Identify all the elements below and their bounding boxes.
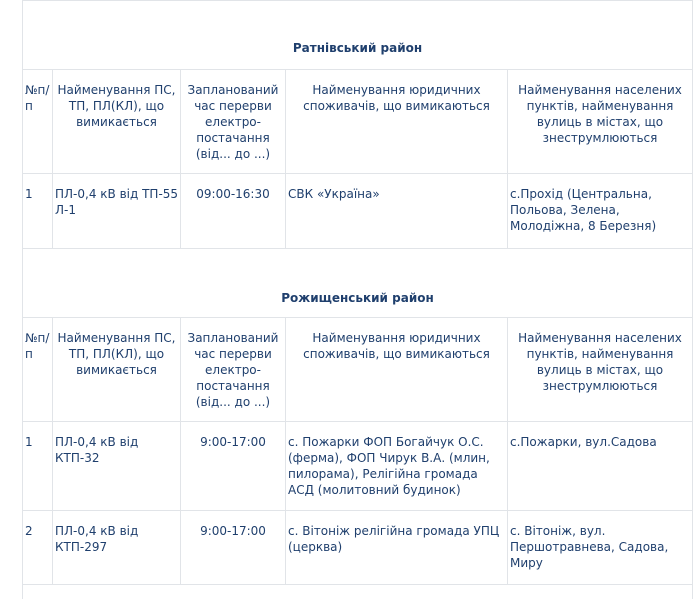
header-time: Запланований час перерви електро-постачання (від... до ...) bbox=[181, 70, 286, 174]
row-time: 9:00-17:00 bbox=[181, 511, 286, 585]
row-time: 9:00-17:00 bbox=[181, 422, 286, 511]
header-consumers: Найменування юридичних споживачів, що вимикаються bbox=[286, 318, 508, 422]
table-row bbox=[23, 174, 693, 249]
header-line: Найменування ПС, ТП, ПЛ(КЛ), що вимикається bbox=[53, 70, 181, 174]
row-time: 09:00-16:30 bbox=[181, 174, 286, 249]
table-row bbox=[23, 511, 693, 585]
row-consumers: с. Вітоніж релігійна громада УПЦ (церква) bbox=[286, 511, 508, 585]
district-title: Ратнівський район bbox=[23, 1, 693, 70]
header-time: Запланований час перерви електро-постачання (від... до ...) bbox=[181, 318, 286, 422]
row-places: с.Прохід (Центральна, Польова, Зелена, Молодіжна, 8 Березня) bbox=[508, 174, 693, 249]
row-line: ПЛ-0,4 кВ від КТП-297 bbox=[53, 511, 181, 585]
header-places: Найменування населених пунктів, найменування вулиць в містах, що знеструмлюються bbox=[508, 70, 693, 174]
outage-schedule bbox=[22, 0, 692, 599]
row-line: ПЛ-0,4 кВ від КТП-32 bbox=[53, 422, 181, 511]
row-num: 1 bbox=[23, 422, 53, 511]
table-tail bbox=[23, 585, 693, 600]
header-places: Найменування населених пунктів, найменування вулиць в містах, що знеструмлюються bbox=[508, 318, 693, 422]
row-consumers: с. Пожарки ФОП Богайчук О.С. (ферма), ФОП Чирук В.А. (млин, пилорама), Релігійна громада АСД (молитовний будинок) bbox=[286, 422, 508, 511]
row-consumers: СВК «Україна» bbox=[286, 174, 508, 249]
row-line: ПЛ-0,4 кВ від ТП-55 Л-1 bbox=[53, 174, 181, 249]
table-row bbox=[23, 422, 693, 511]
table-header bbox=[23, 318, 693, 422]
header-consumers: Найменування юридичних споживачів, що вимикаються bbox=[286, 70, 508, 174]
row-places: с.Пожарки, вул.Садова bbox=[508, 422, 693, 511]
header-num: №п/п bbox=[23, 318, 53, 422]
header-num: №п/п bbox=[23, 70, 53, 174]
outage-table bbox=[22, 0, 693, 599]
row-num: 2 bbox=[23, 511, 53, 585]
header-line: Найменування ПС, ТП, ПЛ(КЛ), що вимикається bbox=[53, 318, 181, 422]
row-places: с. Вітоніж, вул. Першотравнева, Садова, Миру bbox=[508, 511, 693, 585]
row-num: 1 bbox=[23, 174, 53, 249]
table-header bbox=[23, 70, 693, 174]
district-title: Рожищенський район bbox=[23, 249, 693, 318]
